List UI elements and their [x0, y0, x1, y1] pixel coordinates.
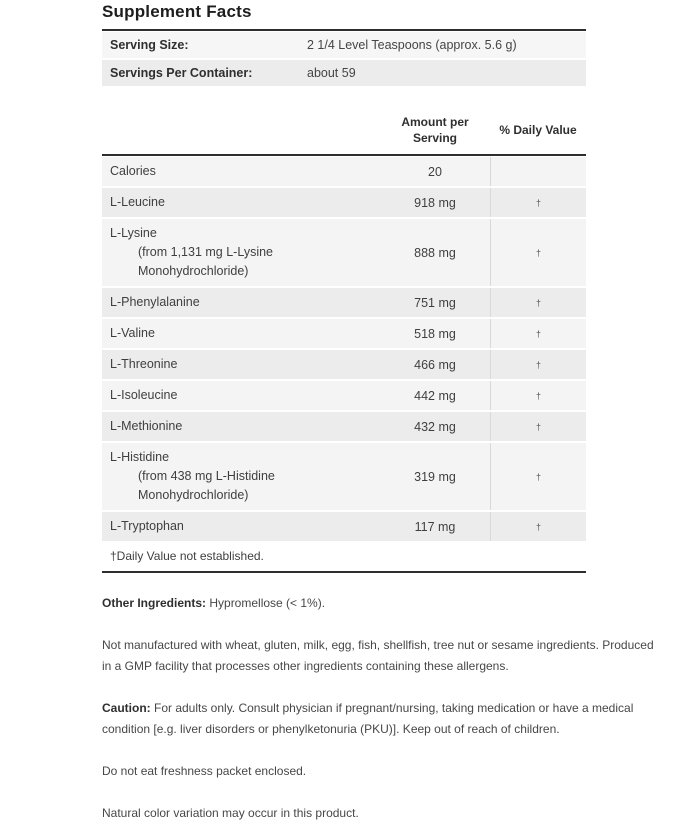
- table-row: [102, 512, 586, 541]
- amount-cell: 442 mg: [414, 388, 456, 403]
- other-ingredients-value: Hypromellose (< 1%).: [206, 596, 326, 610]
- nutrient-name-cell: [102, 350, 380, 379]
- nutrient-name: L-Histidine: [110, 450, 170, 464]
- nutrient-name-cell: [102, 412, 380, 441]
- daily-value-cell: †: [490, 443, 586, 510]
- nutrient-name: Calories: [110, 164, 156, 178]
- label-footer: [102, 593, 665, 824]
- header-rule: [102, 154, 586, 156]
- serving-info: [102, 32, 586, 86]
- servings-per-container-value: about 59: [307, 66, 356, 80]
- table-row: [102, 412, 586, 441]
- table-row: [102, 157, 586, 186]
- nutrient-name-cell: [102, 157, 380, 186]
- nutrient-name-cell: [102, 288, 380, 317]
- amount-per-serving-header: Amount per Serving: [401, 115, 469, 145]
- daily-value-cell: [490, 157, 586, 186]
- amount-cell: 20: [428, 164, 442, 179]
- amount-cell: 918 mg: [414, 195, 456, 210]
- table-row: [102, 319, 586, 348]
- servings-per-container-label: Servings Per Container:: [110, 66, 253, 80]
- table-row: [102, 188, 586, 217]
- caution-note: [102, 698, 665, 740]
- amount-cell: 432 mg: [414, 419, 456, 434]
- servings-per-container-row: [102, 60, 586, 86]
- daily-value-cell: †: [490, 512, 586, 541]
- nutrient-name-cell: L-Histidine (from 438 mg L-Histidine Monohydrochloride): [102, 443, 380, 510]
- nutrient-name: L-Valine: [110, 326, 155, 340]
- amount-cell: 466 mg: [414, 357, 456, 372]
- amount-cell: 117 mg: [414, 519, 456, 534]
- nutrient-table: [102, 157, 586, 541]
- serving-size-value: 2 1/4 Level Teaspoons (approx. 5.6 g): [307, 38, 517, 52]
- table-row: [102, 219, 586, 286]
- freshness-note: Do not eat freshness packet enclosed.: [102, 764, 307, 778]
- other-ingredients: [102, 593, 665, 614]
- amount-cell: 751 mg: [414, 295, 456, 310]
- daily-value-cell: †: [490, 412, 586, 441]
- nutrient-name-cell: [102, 188, 380, 217]
- daily-value-cell: †: [490, 188, 586, 217]
- daily-value-header: % Daily Value: [499, 123, 577, 137]
- column-headers: [102, 88, 586, 154]
- facts-panel: [102, 2, 586, 573]
- nutrient-name: L-Methionine: [110, 419, 183, 433]
- bottom-rule: [102, 571, 586, 573]
- panel-title: Supplement Facts: [102, 2, 252, 21]
- top-rule: [102, 29, 586, 31]
- caution-text: For adults only. Consult physician if pregnant/nursing, taking medication or have a medical condition [e.g. liver disorders or phenylketonuria (PKU)]. Keep out of reach of children.: [102, 701, 634, 736]
- nutrient-name-cell: L-Lysine (from 1,131 mg L-Lysine Monohydrochloride): [102, 219, 380, 286]
- nutrient-name-cell: [102, 512, 380, 541]
- nutrient-name: L-Threonine: [110, 357, 178, 371]
- other-ingredients-label: Other Ingredients:: [102, 596, 207, 610]
- daily-value-cell: †: [490, 288, 586, 317]
- daily-value-cell: †: [490, 219, 586, 286]
- color-variation-note: Natural color variation may occur in this product.: [102, 806, 359, 820]
- amount-cell: 518 mg: [414, 326, 456, 341]
- daily-value-footnote: †Daily Value not established.: [102, 543, 586, 571]
- amount-cell: 888 mg: [414, 245, 456, 260]
- serving-size-row: [102, 32, 586, 58]
- serving-size-label: Serving Size:: [110, 38, 189, 52]
- daily-value-cell: †: [490, 350, 586, 379]
- supplement-facts-label: [0, 2, 700, 820]
- amount-cell: 319 mg: [414, 469, 456, 484]
- allergen-note: Not manufactured with wheat, gluten, milk, egg, fish, shellfish, tree nut or sesame ingredients. Produced in a GMP facility that processes other ingredients containing these allergens.: [102, 638, 654, 673]
- caution-label: Caution:: [102, 701, 151, 715]
- nutrient-name: L-Leucine: [110, 195, 165, 209]
- nutrient-name: L-Tryptophan: [110, 519, 184, 533]
- nutrient-name: L-Isoleucine: [110, 388, 178, 402]
- table-row: [102, 288, 586, 317]
- daily-value-cell: †: [490, 319, 586, 348]
- table-row: [102, 443, 586, 510]
- table-row: [102, 350, 586, 379]
- nutrient-name-cell: [102, 319, 380, 348]
- daily-value-cell: †: [490, 381, 586, 410]
- nutrient-name: L-Lysine: [110, 226, 157, 240]
- nutrient-name-cell: [102, 381, 380, 410]
- nutrient-name: L-Phenylalanine: [110, 295, 200, 309]
- table-row: [102, 381, 586, 410]
